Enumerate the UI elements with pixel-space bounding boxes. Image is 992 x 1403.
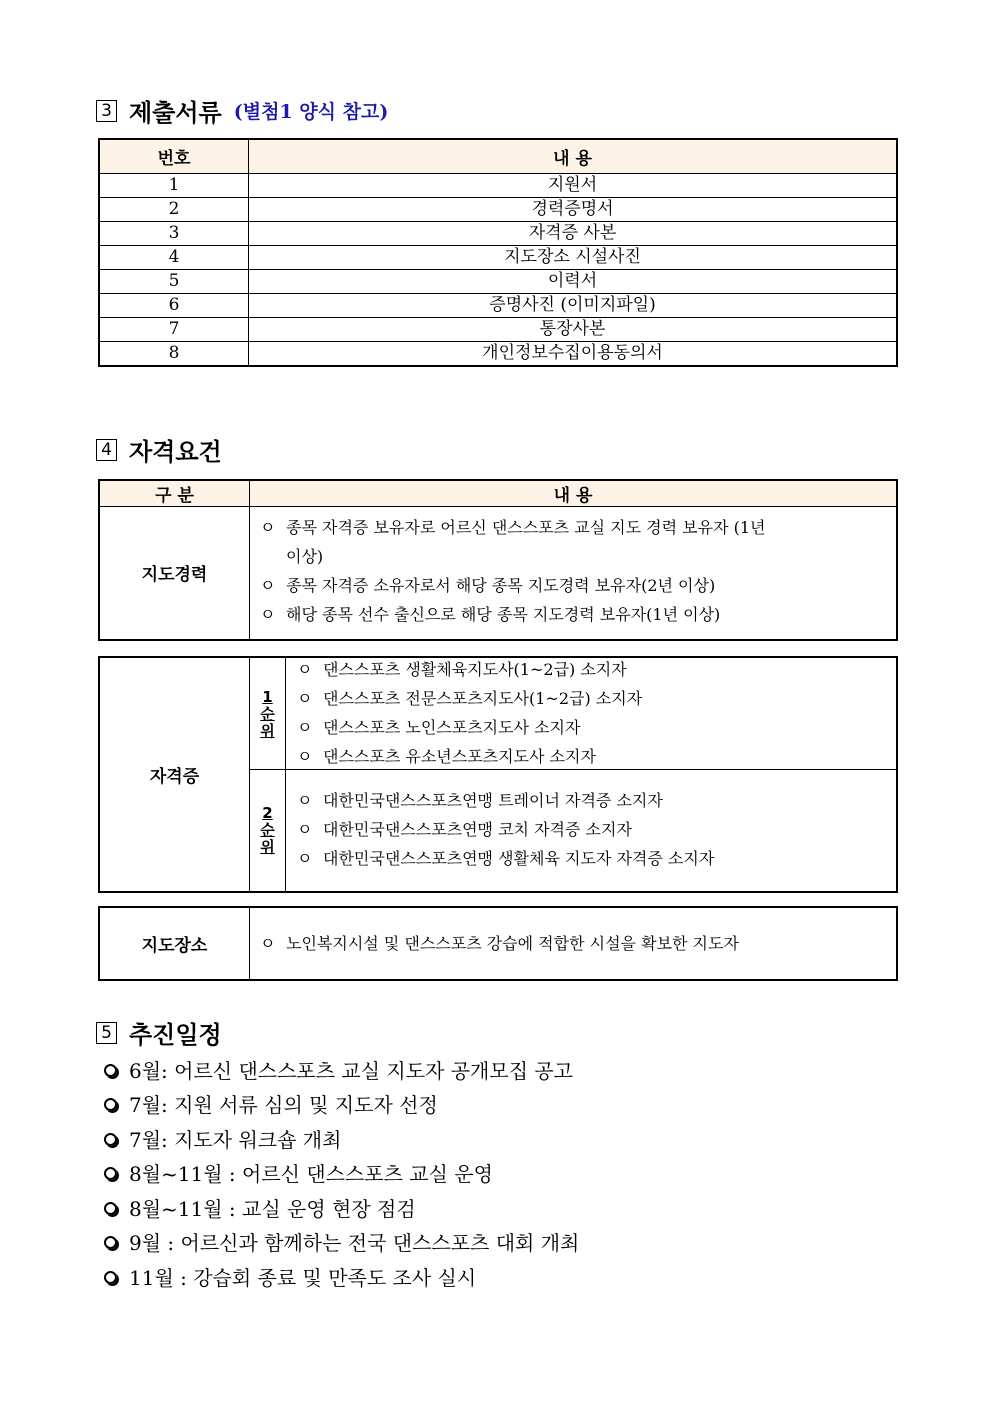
- row-number: 3: [99, 222, 249, 246]
- list-item: 6월: 어르신 댄스스포츠 교실 지도자 공개모집 공고: [104, 1052, 579, 1087]
- bullet-icon: ㅇ: [260, 576, 276, 595]
- circle-bullet-icon: [104, 1167, 117, 1180]
- rank-2-label: 2 순 위: [250, 770, 286, 891]
- certificate-label: 자격증: [100, 658, 250, 891]
- row-item: 지도장소 시설사진: [249, 246, 898, 270]
- table-row: [99, 342, 897, 367]
- list-item: 11월 : 강습회 종료 및 만족도 조사 실시: [104, 1259, 579, 1294]
- row-item: 지원서: [249, 174, 898, 198]
- section-title: 추진일정: [129, 1021, 222, 1049]
- row-number: 1: [99, 174, 249, 198]
- header-category: 구 분: [100, 481, 250, 506]
- list-item: ㅇ 해당 종목 선수 출신으로 해당 종목 지도경력 보유자(1년 이상): [260, 600, 766, 629]
- table-row: [99, 174, 897, 198]
- bullet-icon: ㅇ: [297, 791, 313, 810]
- table-header-row: [99, 139, 897, 174]
- list-item: ㅇ 노인복지시설 및 댄스스포츠 강습에 적합한 시설을 확보한 지도자: [260, 929, 739, 958]
- header-number: 번호: [99, 139, 249, 174]
- bullet-icon: ㅇ: [260, 605, 276, 624]
- header-content: 내 용: [249, 139, 898, 174]
- list-item: ㅇ 댄스스포츠 생활체육지도사(1~2급) 소지자: [297, 655, 642, 684]
- list-item: 8월~11월 : 교실 운영 현장 점검: [104, 1190, 579, 1225]
- list-item: ㅇ 댄스스포츠 전문스포츠지도사(1~2급) 소지자: [297, 684, 642, 713]
- bullet-icon: ㅇ: [297, 820, 313, 839]
- venue-label: 지도장소: [100, 908, 250, 979]
- list-item: ㅇ 대한민국댄스스포츠연맹 트레이너 자격증 소지자: [297, 786, 714, 815]
- circle-bullet-icon: [104, 1236, 117, 1249]
- bullet-icon: ㅇ: [297, 660, 313, 679]
- bullet-icon: ㅇ: [260, 518, 276, 537]
- certificate-box: [98, 656, 898, 893]
- bullet-icon: ㅇ: [297, 849, 313, 868]
- list-item: 7월: 지도자 워크숍 개최: [104, 1121, 579, 1156]
- table-row: [99, 198, 897, 222]
- header-content: 내 용: [553, 486, 593, 506]
- list-item: ㅇ 대한민국댄스스포츠연맹 생활체육 지도자 자격증 소지자: [297, 844, 714, 873]
- venue-box: [98, 906, 898, 981]
- venue-list: [260, 929, 739, 958]
- circle-bullet-icon: [104, 1133, 117, 1146]
- table-row: [99, 222, 897, 246]
- documents-table: [98, 138, 898, 367]
- section-number-box: 5: [96, 1022, 117, 1044]
- list-item: 이상): [286, 547, 324, 566]
- row-item: 이력서: [249, 270, 898, 294]
- list-item: ㅇ 대한민국댄스스포츠연맹 코치 자격증 소지자: [297, 815, 714, 844]
- list-item: 9월 : 어르신과 함께하는 전국 댄스스포츠 대회 개최: [104, 1225, 579, 1260]
- section-number-box: 3: [96, 100, 117, 122]
- table-row: [99, 270, 897, 294]
- row-number: 6: [99, 294, 249, 318]
- table-row: [99, 246, 897, 270]
- list-item: ㅇ 종목 자격증 보유자로 어르신 댄스스포츠 교실 지도 경력 보유자 (1년: [260, 513, 766, 542]
- row-number: 7: [99, 318, 249, 342]
- row-number: 5: [99, 270, 249, 294]
- bullet-icon: ㅇ: [297, 689, 313, 708]
- list-item: ㅇ 종목 자격증 소유자로서 해당 종목 지도경력 보유자(2년 이상): [260, 571, 766, 600]
- experience-box: [98, 506, 898, 641]
- rank-2-list: [297, 786, 714, 873]
- row-number: 4: [99, 246, 249, 270]
- list-item: 8월~11월 : 어르신 댄스스포츠 교실 운영: [104, 1156, 579, 1191]
- section-number-box: 4: [96, 439, 117, 461]
- rank-1-list: [297, 655, 642, 771]
- row-item: 경력증명서: [249, 198, 898, 222]
- section-title: 제출서류: [129, 99, 222, 127]
- circle-bullet-icon: [104, 1064, 117, 1077]
- row-item: 자격증 사본: [249, 222, 898, 246]
- section-5-heading: [96, 1015, 222, 1050]
- circle-bullet-icon: [104, 1202, 117, 1215]
- section-4-heading: [96, 432, 222, 467]
- list-item: ㅇ 댄스스포츠 노인스포츠지도사 소지자: [297, 713, 642, 742]
- list-item: 7월: 지원 서류 심의 및 지도자 선정: [104, 1087, 579, 1122]
- experience-label: 지도경력: [100, 506, 250, 639]
- row-item: 개인정보수집이용동의서: [249, 342, 898, 367]
- bullet-icon: ㅇ: [297, 747, 313, 766]
- row-number: 8: [99, 342, 249, 367]
- row-number: 2: [99, 198, 249, 222]
- experience-list: [260, 513, 766, 629]
- list-item: ㅇ 댄스스포츠 유소년스포츠지도사 소지자: [297, 742, 642, 771]
- row-item: 통장사본: [249, 318, 898, 342]
- circle-bullet-icon: [104, 1098, 117, 1111]
- bullet-icon: ㅇ: [260, 934, 276, 953]
- schedule-list: [104, 1052, 579, 1294]
- row-item: 증명사진 (이미지파일): [249, 294, 898, 318]
- section-reference: (별첨1 양식 참고): [233, 101, 389, 123]
- table-row: [99, 294, 897, 318]
- table-row: [99, 318, 897, 342]
- qualification-table-header: [98, 479, 898, 507]
- circle-bullet-icon: [104, 1271, 117, 1284]
- bullet-icon: ㅇ: [297, 718, 313, 737]
- section-title: 자격요건: [129, 438, 222, 466]
- rank-1-label: 1 순 위: [250, 658, 286, 770]
- section-3-heading: [96, 93, 388, 128]
